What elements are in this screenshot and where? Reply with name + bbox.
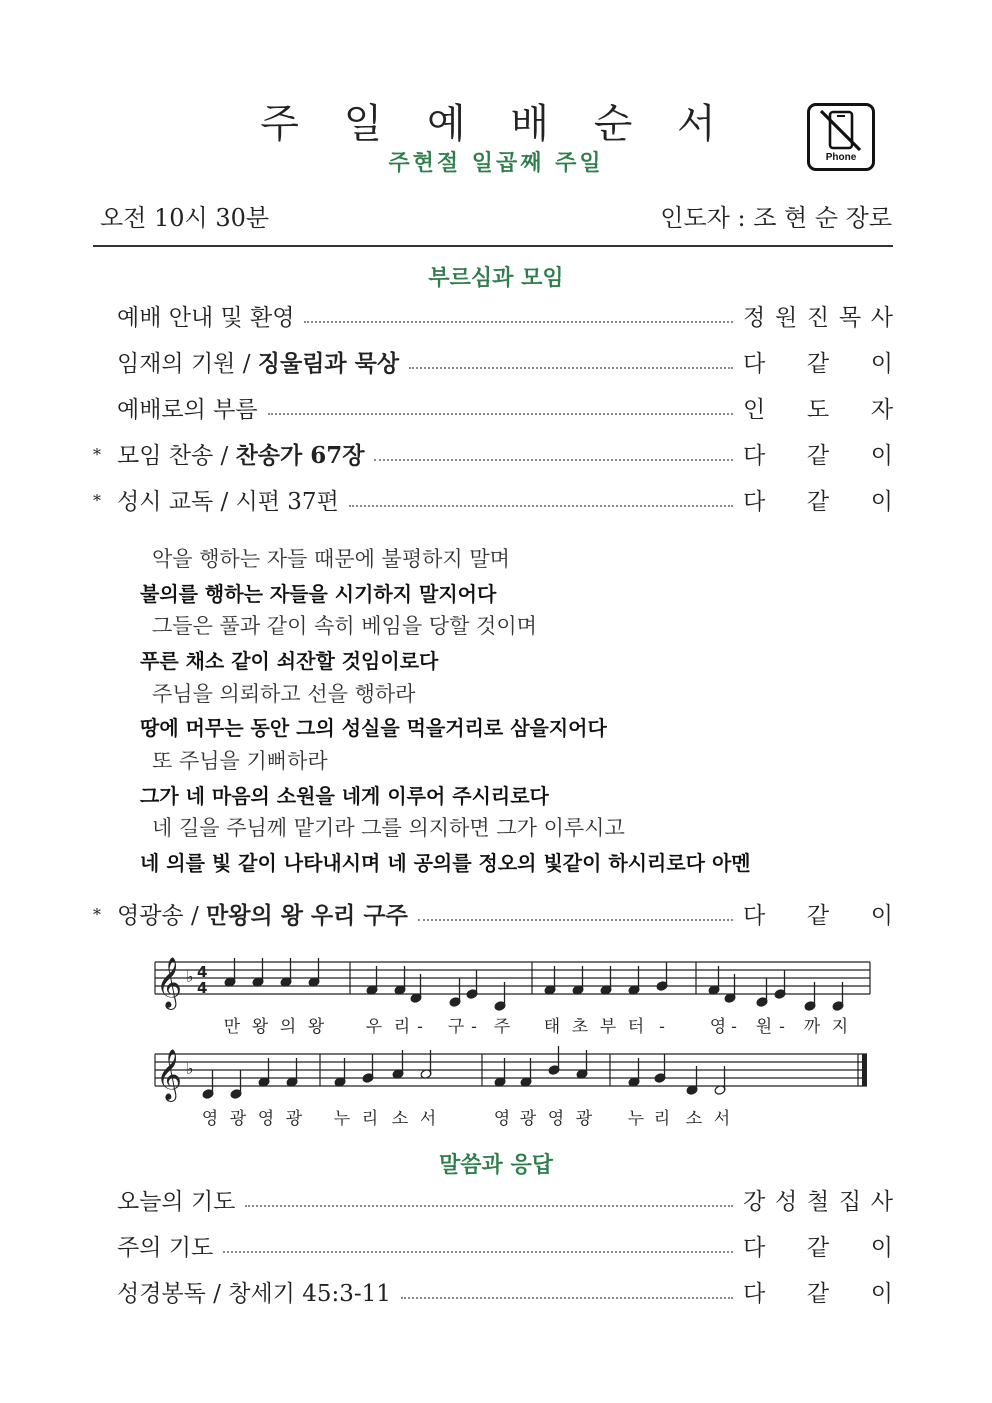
lyric-syllable: 우 bbox=[365, 1017, 383, 1037]
order-item-leader: 다 같 이 bbox=[743, 443, 893, 469]
lyric-syllable: 의 bbox=[279, 1017, 297, 1037]
lyric-syllable: 누 bbox=[333, 1109, 351, 1129]
lyric-syllable: 소 bbox=[391, 1109, 409, 1129]
page-title: 주 일 예 배 순 서 bbox=[260, 101, 732, 147]
lyric-syllable: 광 bbox=[285, 1109, 303, 1129]
leader-dots bbox=[268, 412, 733, 415]
time-signature-bottom: 4 bbox=[197, 979, 208, 997]
section-heading-word: 말씀과 응답 bbox=[439, 1153, 553, 1178]
lyric-syllable: 초 bbox=[571, 1017, 589, 1037]
order-item bbox=[93, 1182, 893, 1216]
reading-leader-line: 악을 행하는 자들 때문에 불평하지 말며 bbox=[152, 547, 510, 571]
order-item bbox=[93, 390, 893, 424]
lyric-syllable: 리 bbox=[361, 1109, 379, 1129]
order-item-label: 성경봉독 / 창세기 45:3-11 bbox=[117, 1281, 391, 1307]
lyric-syllable: 광 bbox=[229, 1109, 247, 1129]
lyric-syllable: 광 bbox=[519, 1109, 537, 1129]
lyric-syllable: 서 bbox=[713, 1109, 731, 1129]
reading-response-line: 그가 네 마음의 소원을 네게 이루어 주시리로다 bbox=[140, 784, 549, 808]
section-heading-gathering: 부르심과 모임 bbox=[428, 266, 564, 291]
time-signature-top: 4 bbox=[197, 963, 208, 981]
order-item-leader: 강 성 철 집 사 bbox=[743, 1189, 893, 1215]
service-leader: 인도자 : 조 현 순 장로 bbox=[660, 204, 892, 232]
leader-dots bbox=[349, 504, 733, 507]
standing-mark: * bbox=[93, 905, 101, 924]
lyric-syllable: 서 bbox=[419, 1109, 437, 1129]
order-item-label: 주의 기도 bbox=[117, 1235, 214, 1261]
lyric-syllable: 왕 bbox=[307, 1017, 325, 1037]
lyric-syllable: 영 bbox=[709, 1017, 727, 1037]
lyric-syllable: - bbox=[471, 1017, 477, 1037]
leader-dots bbox=[374, 458, 733, 461]
lyric-syllable: 지 bbox=[831, 1017, 849, 1037]
order-item-label: 오늘의 기도 bbox=[117, 1189, 236, 1215]
order-item-label: 모임 찬송 / 찬송가 67장 bbox=[117, 442, 365, 469]
reading-response-line: 푸른 채소 같이 쇠잔할 것임이로다 bbox=[140, 649, 439, 673]
lyric-syllable: - bbox=[417, 1017, 423, 1037]
reading-leader-line: 주님을 의뢰하고 선을 행하라 bbox=[152, 682, 416, 706]
lyric-syllable: 리 bbox=[653, 1109, 671, 1129]
reading-response-line: 불의를 행하는 자들을 시기하지 말지어다 bbox=[140, 582, 497, 606]
order-item-leader: 인 도 자 bbox=[743, 397, 893, 423]
lyric-syllable: 까 bbox=[803, 1017, 821, 1037]
lyric-syllable: 광 bbox=[575, 1109, 593, 1129]
lyric-syllable: 리 bbox=[393, 1017, 411, 1037]
leader-dots bbox=[409, 366, 733, 369]
lyric-syllable: 만 bbox=[223, 1017, 241, 1037]
lyric-syllable: 영 bbox=[493, 1109, 511, 1129]
reading-response-line: 네 의를 빛 같이 나타내시며 네 공의를 정오의 빛같이 하시리로다 아멘 bbox=[140, 851, 751, 875]
order-item bbox=[93, 1274, 893, 1308]
order-item bbox=[93, 344, 893, 378]
treble-clef-icon: 𝄞 bbox=[156, 957, 183, 1008]
order-item bbox=[93, 436, 893, 470]
treble-clef-icon: 𝄞 bbox=[156, 1049, 183, 1100]
order-item-label: 영광송 / 만왕의 왕 우리 구주 bbox=[117, 902, 408, 929]
order-item-doxology bbox=[93, 896, 893, 930]
lyrics-line-2 bbox=[202, 1108, 730, 1129]
lyric-syllable: 구 bbox=[447, 1017, 465, 1037]
standing-mark: * bbox=[93, 445, 101, 464]
lyric-syllable: 영 bbox=[201, 1109, 219, 1129]
flat-sign-icon: ♭ bbox=[186, 967, 194, 986]
leader-dots bbox=[401, 1296, 733, 1299]
order-item bbox=[93, 482, 893, 516]
flat-sign-icon: ♭ bbox=[186, 1059, 194, 1078]
reading-leader-line: 또 주님을 기뻐하라 bbox=[152, 749, 328, 773]
leader-dots bbox=[304, 320, 733, 323]
service-time: 오전 10시 30분 bbox=[100, 204, 270, 232]
no-phone-badge bbox=[807, 103, 875, 171]
lyric-syllable: - bbox=[659, 1017, 665, 1037]
page-subtitle: 주현절 일곱째 주일 bbox=[388, 151, 604, 176]
order-item-leader: 다 같 이 bbox=[743, 1235, 893, 1261]
leader-dots bbox=[418, 918, 733, 921]
order-item-label: 임재의 기원 / 징울림과 묵상 bbox=[117, 350, 400, 377]
lyric-syllable: 태 bbox=[543, 1017, 561, 1037]
reading-leader-line: 그들은 풀과 같이 속히 베임을 당할 것이며 bbox=[152, 614, 537, 638]
header-divider bbox=[93, 245, 893, 247]
order-item-label: 성시 교독 / 시편 37편 bbox=[117, 489, 339, 515]
lyric-syllable: 터 bbox=[627, 1017, 645, 1037]
order-item-label: 예배로의 부름 bbox=[117, 397, 258, 423]
order-item-leader: 다 같 이 bbox=[743, 903, 893, 929]
order-item-leader: 다 같 이 bbox=[743, 489, 893, 515]
lyric-syllable: 누 bbox=[627, 1109, 645, 1129]
lyrics-line-1 bbox=[224, 1016, 848, 1037]
order-item-leader: 정 원 진 목 사 bbox=[743, 305, 893, 331]
leader-dots bbox=[223, 1250, 733, 1253]
lyric-syllable: 왕 bbox=[251, 1017, 269, 1037]
lyric-syllable: 영 bbox=[547, 1109, 565, 1129]
lyric-syllable: - bbox=[779, 1017, 785, 1037]
order-item-leader: 다 같 이 bbox=[743, 351, 893, 377]
lyric-syllable: 원 bbox=[755, 1017, 773, 1037]
lyric-syllable: - bbox=[731, 1017, 737, 1037]
lyric-syllable: 영 bbox=[257, 1109, 275, 1129]
phone-badge-label: Phone bbox=[825, 152, 857, 163]
order-item bbox=[93, 298, 893, 332]
lyric-syllable: 주 bbox=[493, 1017, 511, 1037]
reading-leader-line: 네 길을 주님께 맡기라 그를 의지하면 그가 이루시고 bbox=[152, 816, 625, 840]
leader-dots bbox=[245, 1204, 733, 1207]
order-item-leader: 다 같 이 bbox=[743, 1281, 893, 1307]
order-item bbox=[93, 1228, 893, 1262]
lyric-syllable: 소 bbox=[685, 1109, 703, 1129]
reading-response-line: 땅에 머무는 동안 그의 성실을 먹을거리로 삼을지어다 bbox=[140, 716, 607, 740]
music-score bbox=[150, 950, 880, 1135]
order-item-label: 예배 안내 및 환영 bbox=[117, 305, 295, 331]
standing-mark: * bbox=[93, 491, 101, 510]
lyric-syllable: 부 bbox=[599, 1017, 617, 1037]
